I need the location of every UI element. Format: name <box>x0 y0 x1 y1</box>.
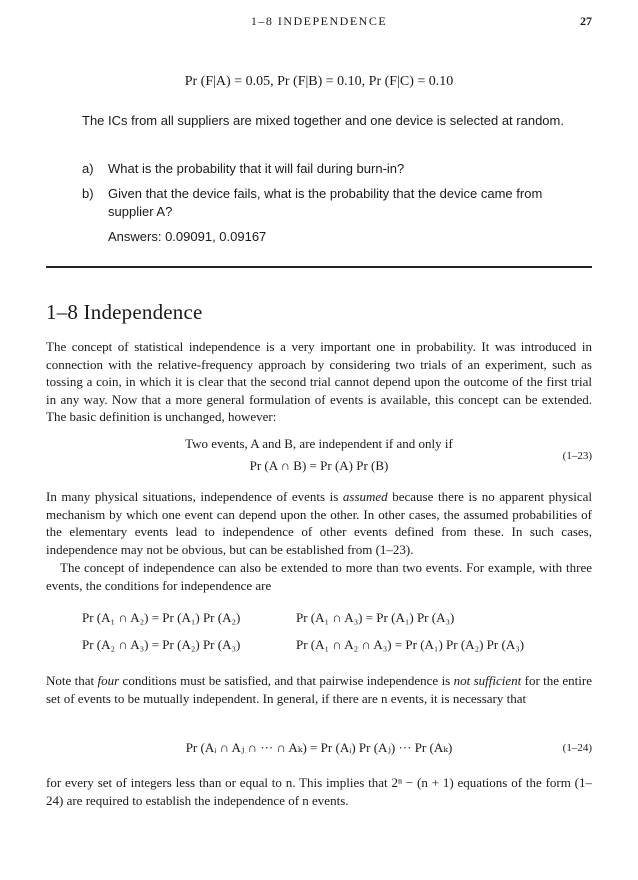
paragraph-4-part-c: for the entire set of events to be mutually independent. In general, if there are n events, it is necessary that <box>46 673 592 706</box>
paragraph-4-emphasis-2: not sufficient <box>453 673 522 688</box>
condition-1: Pr (A₁ ∩ A₂) = Pr (A₁) Pr (A₂) <box>82 610 241 625</box>
running-header <box>46 14 592 34</box>
section-divider <box>46 266 592 268</box>
equation-1-24: Pr (Aᵢ ∩ Aⱼ ∩ ··· ∩ Aₖ) = Pr (Aᵢ) Pr (Aⱼ) ··· Pr (Aₖ) <box>185 740 453 755</box>
paragraph-2-part-b: because there is no apparent physical mechanism by which one event can depend upon the other. In other cases, the assumed probabilities of the elementary events lead to independence of other events defined from these. In such cases, independence may not be obvious, but can be established from (1–23). <box>46 489 592 557</box>
equation-number-1-23: (1–23) <box>562 450 592 462</box>
example-intro: The ICs from all suppliers are mixed together and one device is selected at random. <box>82 113 564 128</box>
paragraph-4-part-a: Note that <box>46 673 98 688</box>
paragraph-5: for every set of integers less than or equal to n. This implies that 2ⁿ − (n + 1) equations of the form (1–24) are required to establish the independence of n events. <box>46 775 592 808</box>
running-header-title: 1–8 INDEPENDENCE <box>250 14 388 28</box>
given-probabilities-equation: Pr (F|A) = 0.05, Pr (F|B) = 0.10, Pr (F|C) = 0.10 <box>184 74 454 89</box>
paragraph-4 <box>46 672 592 707</box>
question-b-text: Given that the device fails, what is the probability that the device came from supplier A? <box>108 186 543 219</box>
definition-line-1: Two events, A and B, are independent if and only if <box>185 436 453 451</box>
paragraph-1: The concept of statistical independence is a very important one in probability. It was introduced in connection with the relative-frequency approach by considering two trials of an experiment, such as tossing a coin, in which it is clear that the second trial cannot depend upon the outcome of the first trial in any way. Now that a more general formulation of events is available, this concept can be extended. The basic definition is unchanged, however: <box>46 339 592 425</box>
section-title: 1–8 Independence <box>46 300 203 324</box>
question-b-label: b) <box>82 186 94 201</box>
paragraph-2-emphasis: assumed <box>342 489 388 504</box>
condition-3: Pr (A₂ ∩ A₃) = Pr (A₂) Pr (A₃) <box>82 637 241 652</box>
question-a-text: What is the probability that it will fail during burn-in? <box>108 161 405 176</box>
definition-equation: Pr (A ∩ B) = Pr (A) Pr (B) <box>249 458 389 473</box>
paragraph-4-emphasis-1: four <box>97 673 120 688</box>
paragraph-2-part-a: In many physical situations, independence of events is <box>46 489 343 504</box>
page-number: 27 <box>580 14 592 28</box>
question-b <box>82 185 572 221</box>
paragraph-2 <box>46 488 592 558</box>
condition-2: Pr (A₁ ∩ A₃) = Pr (A₁) Pr (A₃) <box>296 610 455 625</box>
answers-text: Answers: 0.09091, 0.09167 <box>108 229 267 244</box>
condition-4: Pr (A₁ ∩ A₂ ∩ A₃) = Pr (A₁) Pr (A₂) Pr (A₃) <box>296 637 525 652</box>
question-a-label: a) <box>82 161 94 176</box>
equation-number-1-24: (1–24) <box>562 742 592 754</box>
paragraph-4-part-b: conditions must be satisfied, and that pairwise independence is <box>119 673 454 688</box>
question-a <box>82 160 572 178</box>
paragraph-3: The concept of independence can also be extended to more than two events. For example, with three events, the conditions for independence are <box>46 560 592 593</box>
